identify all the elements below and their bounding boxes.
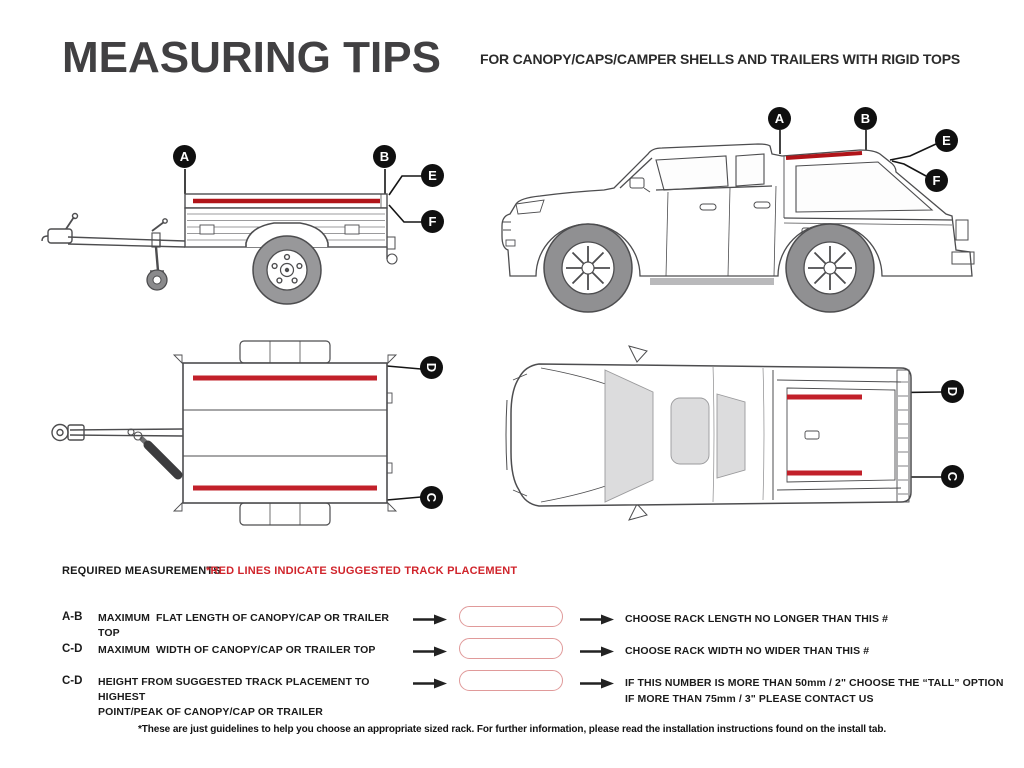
arrow-right-icon xyxy=(580,614,614,625)
measurement-input-length[interactable] xyxy=(459,606,563,627)
trailer-side-view-diagram xyxy=(40,113,460,325)
measurement-input-height[interactable] xyxy=(459,670,563,691)
marker-b-trailer-side: B xyxy=(373,145,396,168)
measurement-result: IF THIS NUMBER IS MORE THAN 50mm / 2" CHOOSE THE “TALL” OPTION IF MORE THAN 75mm / 3" PLEASE CONTACT US xyxy=(625,677,1004,705)
marker-f-truck-side: F xyxy=(925,169,948,192)
measurement-code: A-B xyxy=(62,611,83,623)
trailer-side-view-drawing xyxy=(40,113,460,325)
sunroof xyxy=(671,398,709,464)
truck-side-view-diagram xyxy=(500,100,1000,320)
measurement-row-ab xyxy=(0,606,1024,639)
arrow-right-icon xyxy=(413,614,447,625)
page-title: MEASURING TIPS xyxy=(62,33,441,82)
marker-a-truck-side: A xyxy=(768,107,791,130)
marker-c-trailer-top: C xyxy=(420,486,443,509)
required-measurements-heading: REQUIRED MEASUREMENTS xyxy=(62,565,221,577)
measurement-code: C-D xyxy=(62,675,83,687)
measurement-row-cd-height xyxy=(0,670,1024,718)
arrow-right-icon xyxy=(580,646,614,657)
truck-side-view-drawing xyxy=(500,100,1000,320)
marker-a-trailer-side: A xyxy=(173,145,196,168)
marker-c-truck-top: C xyxy=(941,465,964,488)
marker-b-truck-side: B xyxy=(854,107,877,130)
measurement-result: CHOOSE RACK WIDTH NO WIDER THAN THIS # xyxy=(625,645,870,657)
marker-d-trailer-top: D xyxy=(420,356,443,379)
measurement-row-cd-width xyxy=(0,638,1024,668)
page-subtitle: FOR CANOPY/CAPS/CAMPER SHELLS AND TRAILERS WITH RIGID TOPS xyxy=(480,51,960,67)
measurement-input-width[interactable] xyxy=(459,638,563,659)
rear-window xyxy=(717,394,745,478)
measurement-description: MAXIMUM WIDTH OF CANOPY/CAP OR TRAILER TOP xyxy=(98,644,376,656)
marker-f-trailer-side: F xyxy=(421,210,444,233)
measurement-result: CHOOSE RACK LENGTH NO LONGER THAN THIS # xyxy=(625,613,889,625)
windshield xyxy=(605,370,653,502)
measurement-code: C-D xyxy=(62,643,83,655)
arrow-right-icon xyxy=(413,646,447,657)
marker-e-trailer-side: E xyxy=(421,164,444,187)
measurement-description: HEIGHT FROM SUGGESTED TRACK PLACEMENT TO HIGHEST POINT/PEAK OF CANOPY/CAP OR TRAILER xyxy=(98,676,373,718)
marker-e-truck-side: E xyxy=(935,129,958,152)
truck-top-view-drawing xyxy=(505,340,1000,545)
trailer-top-view-diagram xyxy=(30,335,470,550)
trailer-wheel xyxy=(253,236,321,304)
arrow-right-icon xyxy=(413,678,447,689)
measurement-description: MAXIMUM FLAT LENGTH OF CANOPY/CAP OR TRAILER TOP xyxy=(98,612,393,639)
guidelines-footnote: *These are just guidelines to help you choose an appropriate sized rack. For further information, please read the installation instructions found on the install tab. xyxy=(137,724,887,735)
arrow-right-icon xyxy=(580,678,614,689)
marker-d-truck-top: D xyxy=(941,380,964,403)
trailer-top-view-drawing xyxy=(30,335,470,550)
truck-top-view-diagram xyxy=(505,340,1000,545)
red-lines-note: *RED LINES INDICATE SUGGESTED TRACK PLACEMENT xyxy=(206,565,518,577)
